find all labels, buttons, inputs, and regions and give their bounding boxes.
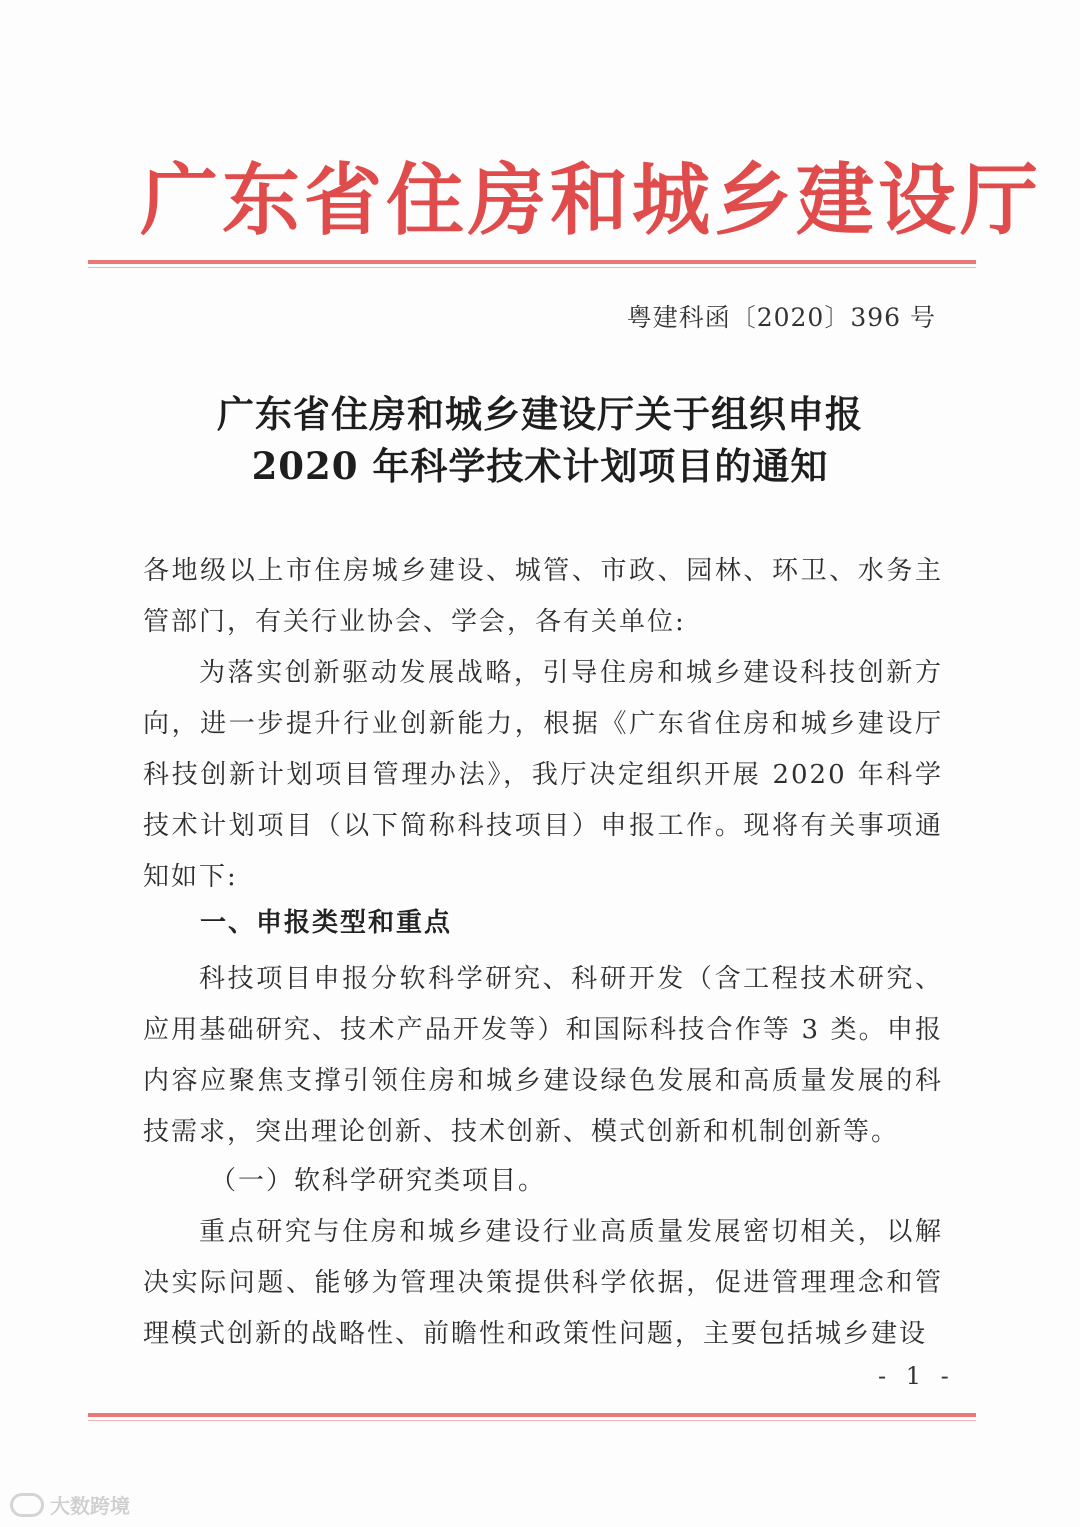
header-red-rule [88, 260, 976, 264]
issuing-agency-title: 广东省住房和城乡建设厅 [140, 156, 1043, 246]
section-1-paragraph: 科技项目申报分软科学研究、科研开发（含工程技术研究、应用基础研究、技术产品开发等）和国际科技合作等 3 类。申报内容应聚焦支撑引领住房和城乡建设绿色发展和高质量发展的科技需求，突出理论创新、技术创新、模式创新和机制创新等。 [143, 964, 943, 1147]
intro-paragraph: 为落实创新驱动发展战略，引导住房和城乡建设科技创新方向，进一步提升行业创新能力，根据《广东省住房和城乡建设厅科技创新计划项目管理办法》，我厅决定组织开展 2020 年科学技术计划项目（以下简称科技项目）申报工作。现将有关事项通知如下: [143, 658, 943, 892]
document-number: 粤建科函〔2020〕396 号 [626, 303, 936, 332]
header-red-rule-thin [88, 267, 976, 268]
page-number: - 1 - [878, 1362, 955, 1390]
salutation-paragraph: 各地级以上市住房城乡建设、城管、市政、园林、环卫、水务主管部门，有关行业协会、学会，各有关单位: [143, 556, 943, 637]
subsection-1-heading: （一）软科学研究类项目。 [210, 1166, 547, 1196]
document-title-line-2: 2020 年科学技术计划项目的通知 [251, 444, 829, 488]
footer-red-rule-thin [88, 1420, 976, 1421]
subsection-1-paragraph: 重点研究与住房和城乡建设行业高质量发展密切相关，以解决实际问题、能够为管理决策提供科学依据，促进管理理念和管理模式创新的战略性、前瞻性和政策性问题，主要包括城乡建设 [143, 1217, 943, 1349]
watermark [10, 1490, 130, 1519]
watermark-text: 大数跨境 [50, 1494, 130, 1518]
footer-red-rule [88, 1413, 976, 1417]
document-title-line-1: 广东省住房和城乡建设厅关于组织申报 [217, 392, 863, 436]
watermark-logo-icon [10, 1493, 44, 1517]
section-1-heading: 一、申报类型和重点 [200, 908, 453, 938]
